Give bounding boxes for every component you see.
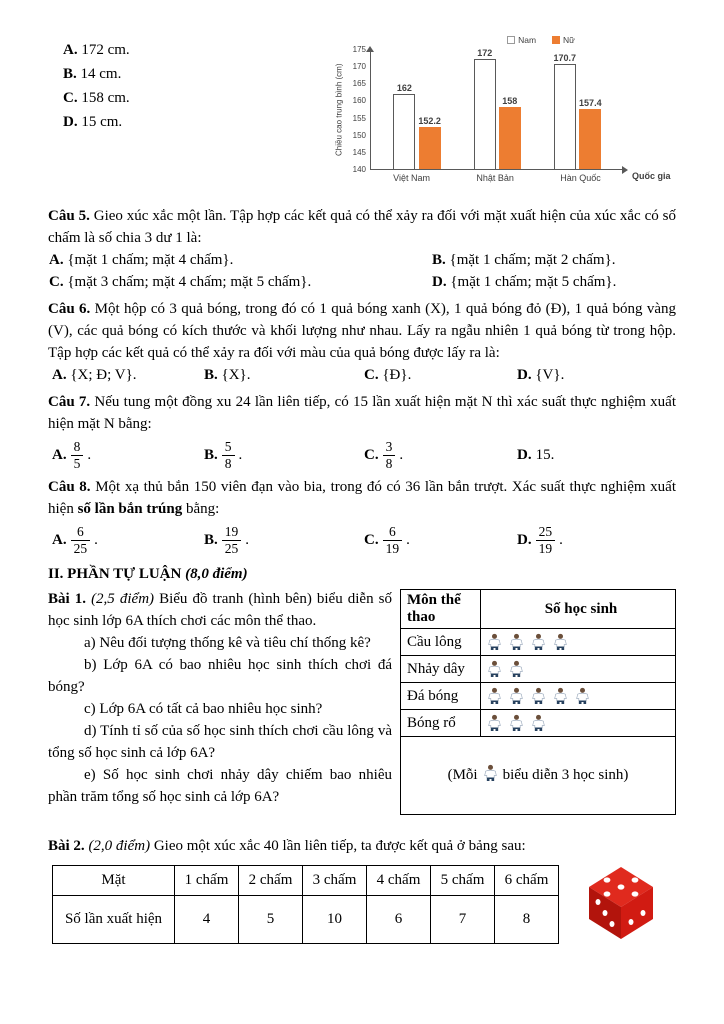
option-label: A.: [49, 252, 64, 268]
option-label: B.: [204, 446, 218, 463]
student-icon: [487, 633, 502, 652]
bar-nam: [474, 59, 496, 169]
sport-name: Cầu lông: [401, 629, 481, 656]
table-cell: 5 chấm: [431, 866, 495, 896]
y-tick-label: 140: [352, 165, 366, 174]
chart-plot-area: [370, 50, 624, 170]
y-tick-label: 165: [352, 79, 366, 89]
bar-value-label: 157.4: [579, 98, 602, 109]
option-suffix: .: [238, 446, 243, 463]
fraction: [536, 524, 556, 555]
q7-option-a: [52, 439, 204, 471]
option-label: D.: [517, 367, 532, 383]
pictogram-row-caulong: [401, 629, 676, 656]
option-label: B.: [204, 367, 218, 383]
bar-nữ: [579, 109, 601, 169]
fraction-denominator: 5: [73, 455, 81, 471]
option-label: A.: [52, 367, 67, 383]
option-label: C.: [49, 274, 64, 290]
bai1-item-d: d) Tính tỉ số của số học sinh thích chơi cầu lông và tổng số học sinh cả lớp 6A?: [48, 723, 392, 761]
frequency-table: [52, 865, 559, 944]
legend-swatch-nu: [552, 36, 560, 44]
y-tick-label: 150: [352, 130, 366, 140]
note-text-after: biểu diễn 3 học sinh): [502, 766, 629, 783]
student-icon: [575, 687, 590, 706]
option-text: {X}.: [221, 367, 251, 383]
q8-option-b: [204, 524, 364, 556]
student-icon: [553, 633, 568, 652]
bai2-heading: Bài 2.: [48, 838, 85, 854]
option-label: C.: [364, 446, 379, 463]
bai2-points: (2,0 điểm): [88, 838, 151, 854]
y-tick-label: 160: [352, 96, 366, 106]
option-suffix: .: [399, 446, 404, 463]
option-label: C.: [63, 90, 78, 106]
student-icons-cell: [481, 710, 676, 737]
student-icon: [553, 687, 568, 706]
q7-option-b: [204, 439, 364, 471]
note-text-before: (Mỗi: [447, 766, 478, 783]
option-label: A.: [52, 446, 67, 463]
option-text: 15.: [535, 446, 555, 463]
bai1-intro-text: Biểu đồ tranh (hình bên) biểu diễn số học sinh lớp 6A thích chơi các môn thể thao.: [48, 591, 392, 629]
option-text: {Đ}.: [382, 367, 412, 383]
q8-option-d: [517, 524, 676, 556]
fraction-numerator: 25: [536, 524, 556, 540]
fraction: [222, 439, 235, 470]
table-cell: 8: [495, 896, 559, 944]
y-axis-title: Chiều cao trung bình (cm): [334, 63, 344, 157]
q5-option-b: [432, 249, 676, 271]
option-text: 172 cm.: [81, 42, 130, 58]
bai1-item-e: e) Số học sinh chơi nhảy dây chiếm bao nhiêu phần trăm tổng số học sinh cả lớp 6A?: [48, 767, 392, 805]
option-label: D.: [517, 446, 532, 463]
frequency-header-row: [53, 866, 559, 896]
option-text: {mặt 1 chấm; mặt 2 chấm}.: [449, 252, 616, 268]
pictogram-row-nhayday: [401, 656, 676, 683]
q8-option-a: [52, 524, 204, 556]
student-icon: [531, 714, 546, 733]
section2-points: (8,0 điểm): [185, 566, 248, 582]
option-text: 15 cm.: [81, 114, 123, 130]
q8-bold-phrase: số lần bắn trúng: [77, 501, 183, 517]
table-cell: 6: [367, 896, 431, 944]
student-icon: [487, 687, 502, 706]
fraction-denominator: 25: [224, 540, 239, 556]
q8-option-c: [364, 524, 517, 556]
pictogram-header-row: [401, 590, 676, 629]
bai2-intro-text: Gieo một xúc xắc 40 lần liên tiếp, ta được kết quả ở bảng sau:: [153, 838, 526, 854]
student-icon: [509, 714, 524, 733]
option-label: B.: [432, 252, 446, 268]
option-label: D.: [63, 114, 78, 130]
q7-body: Nếu tung một đồng xu 24 lần liên tiếp, có 15 lần xuất hiện mặt N thì xác suất thực nghiệm xuất hiện mặt N bằng:: [48, 394, 676, 432]
note-icon-slot: [483, 764, 498, 788]
bar-value-label: 158: [502, 96, 518, 107]
option-suffix: .: [406, 531, 410, 548]
q7-text: [48, 391, 676, 435]
section2-label: II. PHẦN TỰ LUẬN: [48, 566, 182, 582]
pictogram-row-bongro: [401, 710, 676, 737]
option-text: {mặt 3 chấm; mặt 4 chấm; mặt 5 chấm}.: [67, 274, 312, 290]
fraction: [71, 439, 84, 470]
bar-value-label: 172: [477, 48, 493, 59]
option-label: D.: [432, 274, 447, 290]
table-cell: 2 chấm: [239, 866, 303, 896]
bar-nam: [393, 94, 415, 169]
table-cell: 7: [431, 896, 495, 944]
bai1-points: (2,5 điểm): [91, 591, 155, 607]
bar-group: [554, 53, 602, 169]
table-cell: 10: [303, 896, 367, 944]
option-suffix: .: [245, 531, 250, 548]
y-tick-label: 170: [352, 62, 366, 72]
q6-text: [48, 298, 676, 364]
bar-nam: [554, 64, 576, 169]
q7-option-d: [517, 439, 676, 471]
q8-options: [48, 524, 676, 556]
table-cell: 4 chấm: [367, 866, 431, 896]
student-icon: [487, 714, 502, 733]
pictogram-block: [400, 589, 676, 815]
student-icon: [509, 633, 524, 652]
y-tick-label: 155: [352, 113, 366, 123]
q6-option-b: [204, 364, 364, 386]
q5-options: [48, 249, 676, 293]
legend-item-nu: [552, 35, 575, 45]
student-icon: [531, 687, 546, 706]
fraction-denominator: 8: [224, 455, 232, 471]
pictogram-note-row: [401, 737, 676, 815]
q5-heading: Câu 5.: [48, 208, 90, 224]
student-icon: [509, 660, 524, 679]
q7-option-c: [364, 439, 517, 471]
q6-heading: Câu 6.: [48, 301, 91, 317]
fraction-denominator: 19: [385, 540, 400, 556]
question4-block: [48, 28, 676, 200]
q5-option-a: [49, 249, 432, 271]
q8-heading: Câu 8.: [48, 479, 91, 495]
sport-name: Bóng rổ: [401, 710, 481, 737]
table-cell: Số lần xuất hiện: [53, 896, 175, 944]
x-category-label: Hàn Quốc: [560, 173, 601, 183]
bar-nữ: [499, 107, 521, 169]
student-icon: [531, 633, 546, 652]
q8-body-after: bằng:: [182, 501, 220, 517]
fraction-numerator: 8: [71, 439, 84, 455]
pictogram-note: [401, 737, 676, 815]
bai1-item-a: a) Nêu đối tượng thống kê và tiêu chí thống kê?: [84, 635, 371, 651]
option-suffix: .: [94, 531, 98, 548]
student-icon: [509, 687, 524, 706]
fraction-numerator: 5: [222, 439, 235, 455]
student-icon: [487, 660, 502, 679]
y-tick-label: 145: [352, 147, 366, 157]
q8-text: [48, 476, 676, 520]
table-cell: Mặt: [53, 866, 175, 896]
chart-legend: [372, 34, 710, 46]
fraction-numerator: 6: [383, 524, 403, 540]
option-label: B.: [63, 66, 77, 82]
student-icons-cell: [481, 656, 676, 683]
q5-body: Gieo xúc xắc một lần. Tập hợp các kết quả có thể xảy ra đối với mặt xuất hiện của xúc xắc có số chấm là số chia 3 dư 1 là:: [48, 208, 677, 246]
sport-name: Đá bóng: [401, 683, 481, 710]
option-text: {V}.: [535, 367, 565, 383]
table-cell: 3 chấm: [303, 866, 367, 896]
q6-option-a: [52, 364, 204, 386]
q5-option-c: [49, 271, 432, 293]
fraction-denominator: 19: [538, 540, 553, 556]
fraction-numerator: 3: [383, 439, 396, 455]
option-text: {X; Đ; V}.: [70, 367, 137, 383]
bai2-block: [48, 835, 676, 944]
q7-heading: Câu 7.: [48, 394, 91, 410]
fraction: [383, 439, 396, 470]
table-cell: 4: [175, 896, 239, 944]
fraction-numerator: 6: [71, 524, 91, 540]
bai1-heading: Bài 1.: [48, 591, 86, 607]
table-cell: 6 chấm: [495, 866, 559, 896]
bai1-block: [48, 588, 676, 819]
fraction: [222, 524, 242, 555]
pictogram-row-dabong: [401, 683, 676, 710]
column-header-count: Số học sinh: [481, 590, 676, 629]
student-icons-cell: [481, 629, 676, 656]
student-icons-cell: [481, 683, 676, 710]
legend-label: Nam: [518, 35, 537, 45]
frequency-value-row: [53, 896, 559, 944]
q6-options: [48, 364, 676, 386]
option-label: A.: [63, 42, 78, 58]
y-tick-label: 175: [352, 45, 366, 54]
option-label: C.: [364, 367, 379, 383]
option-text: 14 cm.: [80, 66, 122, 82]
legend-label: Nữ: [563, 35, 575, 45]
y-axis-ticks: [346, 45, 370, 174]
option-text: {mặt 1 chấm; mặt 4 chấm}.: [67, 252, 234, 268]
option-suffix: .: [87, 446, 92, 463]
fraction-denominator: 25: [73, 540, 88, 556]
option-text: {mặt 1 chấm; mặt 5 chấm}.: [450, 274, 617, 290]
option-label: D.: [517, 531, 532, 548]
column-header-sport: Môn thể thao: [401, 590, 481, 629]
option-suffix: .: [559, 531, 563, 548]
table-cell: 5: [239, 896, 303, 944]
q5-text: [48, 205, 676, 249]
q7-options: [48, 439, 676, 471]
option-text: 158 cm.: [81, 90, 130, 106]
legend-item-nam: [507, 35, 536, 45]
bar-group: [474, 48, 521, 169]
fraction-denominator: 8: [385, 455, 393, 471]
dice-image: [582, 863, 660, 943]
bar-nữ: [419, 127, 441, 169]
bar-value-label: 170.7: [553, 52, 577, 63]
q6-option-d: [517, 364, 676, 386]
section2-title: [48, 563, 676, 585]
bai1-item-b: b) Lớp 6A có bao nhiêu học sinh thích chơi đá bóng?: [48, 657, 392, 695]
bai1-item-c: c) Lớp 6A có tất cả bao nhiêu học sinh?: [84, 701, 323, 717]
fraction-numerator: 19: [222, 524, 242, 540]
bar-value-label: 162: [396, 82, 412, 93]
option-label: C.: [364, 531, 379, 548]
q6-body: Một hộp có 3 quả bóng, trong đó có 1 quả bóng xanh (X), 1 quả bóng đỏ (Đ), 1 quả bóng vàng (V), các quả bóng có kích thước và khối lượng như nhau. Lấy ra ngẫu nhiên 1 quả bóng từ trong hộp. Tập hợp các kết quả có thể xảy ra đối với màu của quả bóng được lấy ra là:: [48, 301, 677, 361]
option-label: B.: [204, 531, 218, 548]
pictogram-table: [400, 589, 676, 815]
legend-swatch-nam: [507, 36, 515, 44]
x-axis-labels: [370, 170, 624, 183]
fraction: [71, 524, 91, 555]
option-label: A.: [52, 531, 67, 548]
q8-body-before: Một xạ thủ bắn 150 viên đạn vào bia, trong đó có 36 lần bắn trượt. Xác suất thực nghiệm xuất hiện: [48, 479, 677, 517]
bar-value-label: 152.2: [418, 116, 441, 127]
height-bar-chart: [332, 34, 710, 183]
bar-group: [393, 83, 441, 169]
x-axis-title: Quốc gia: [632, 171, 671, 181]
q6-option-c: [364, 364, 517, 386]
q5-option-d: [432, 271, 676, 293]
fraction: [383, 524, 403, 555]
bai2-intro: [48, 835, 676, 857]
table-cell: 1 chấm: [175, 866, 239, 896]
student-icon: [483, 764, 498, 783]
x-category-label: Việt Nam: [393, 173, 431, 183]
sport-name: Nhảy dây: [401, 656, 481, 683]
x-category-label: Nhật Bản: [476, 173, 514, 183]
